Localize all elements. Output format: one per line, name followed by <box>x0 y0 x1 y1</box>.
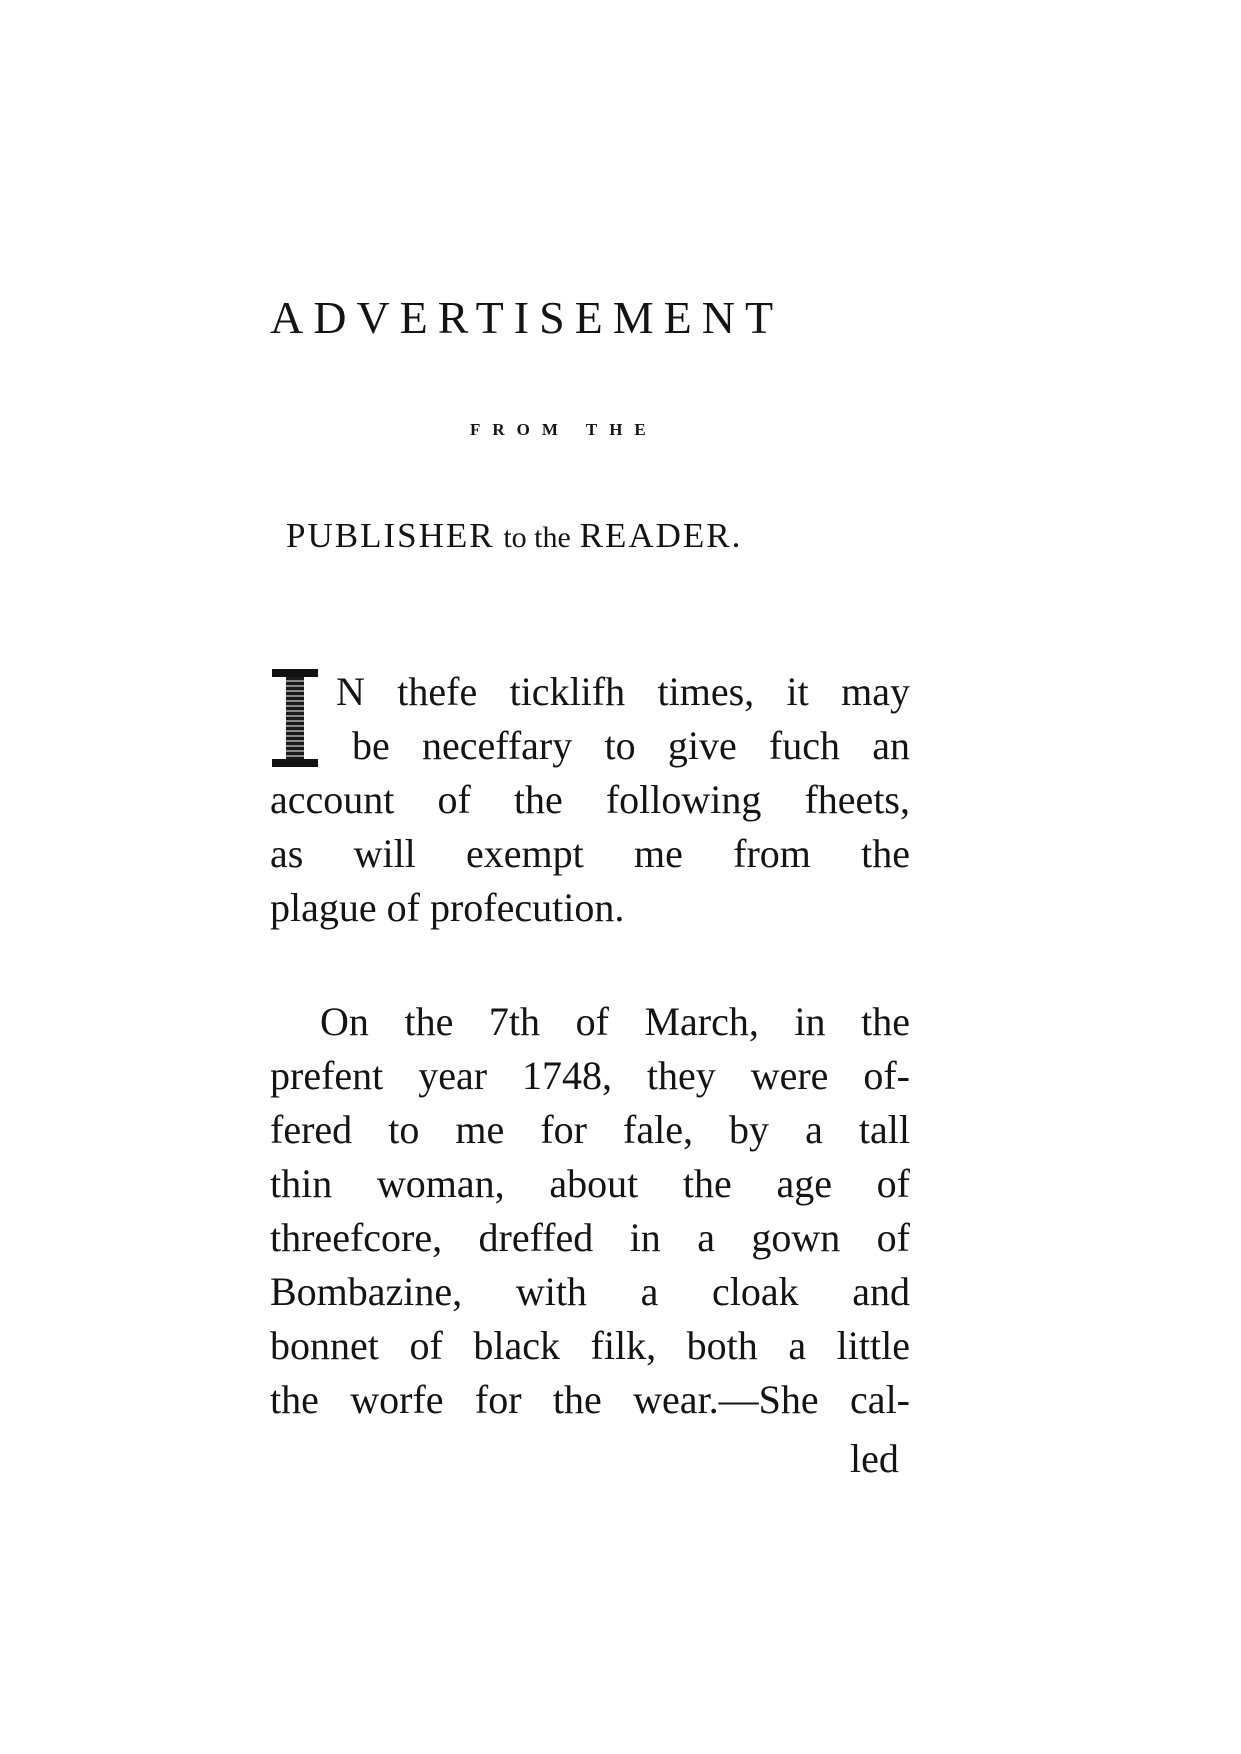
paragraph-two-line: On the 7th of March, in the <box>320 999 910 1044</box>
paragraph-one-line: be neceffary to give fuch an <box>352 723 910 768</box>
paragraph-one <box>270 665 910 935</box>
drop-cap-serif-top <box>272 669 318 677</box>
paragraph-one-line: as will exempt me from the <box>270 831 910 876</box>
paragraph-two-line: prefent year 1748, they were of- <box>270 1053 910 1098</box>
heading-connector: to the <box>503 521 571 554</box>
drop-cap-serif-bottom <box>272 759 318 767</box>
page-title: ADVERTISEMENT <box>270 292 784 343</box>
heading-reader: READER. <box>579 516 743 555</box>
paragraph-two-line: the worfe for the wear.—She cal- <box>270 1377 910 1422</box>
paragraph-one-line: account of the following fheets, <box>270 777 910 822</box>
paragraph-two-line: Bombazine, with a cloak and <box>270 1269 910 1314</box>
paragraph-two-line: thin woman, about the age of <box>270 1161 910 1206</box>
paragraph-one-line: N thefe ticklifh times, it may <box>336 669 910 714</box>
heading-publisher: PUBLISHER <box>286 516 495 555</box>
paragraph-two-line: threefcore, dreffed in a gown of <box>270 1215 910 1260</box>
paragraph-one-line: plague of profecution. <box>270 885 625 930</box>
heading-addressee <box>286 512 906 562</box>
paragraph-two <box>270 995 910 1427</box>
drop-cap-stem <box>286 677 304 759</box>
catchword: led <box>850 1436 899 1481</box>
paragraph-two-line: bonnet of black filk, both a little <box>270 1323 910 1368</box>
page-subtitle: FROM THE <box>470 420 658 439</box>
drop-cap-ornament <box>270 669 320 769</box>
paragraph-two-line: fered to me for fale, by a tall <box>270 1107 910 1152</box>
